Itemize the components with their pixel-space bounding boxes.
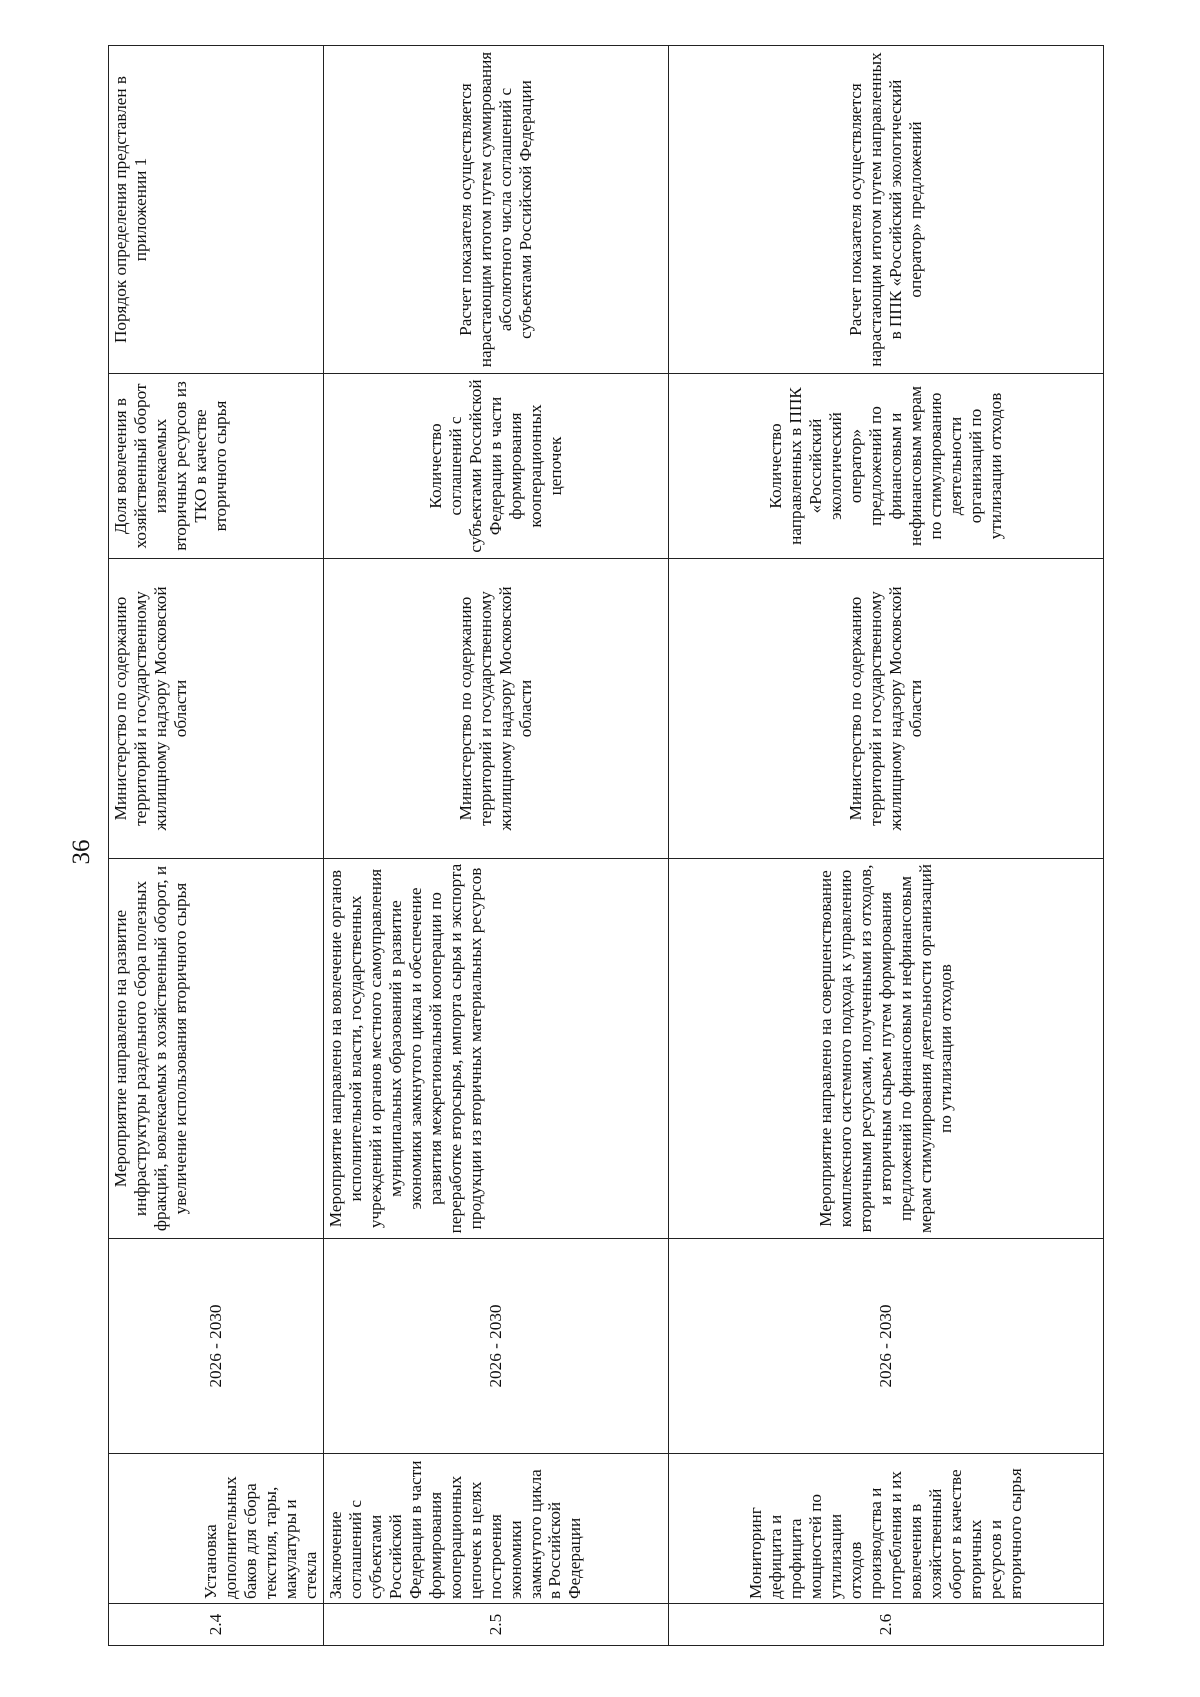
period: 2026 - 2030 [669,1239,1104,1454]
indicator: Доля вовлечения в хозяйственный оборот извлекаемых вторичных ресурсов из ТКО в качестве вторичного сырья [109,374,324,559]
row-number: 2.5 [324,1604,669,1646]
measure-name: Мониторинг дефицита и профицита мощностей по утилизации отходов производства и потребления и их вовлечения в хозяйственный оборот в качестве вторичных ресурсов и вторичного сырья [669,1454,1104,1604]
measures-table [108,45,1104,1646]
period: 2026 - 2030 [324,1239,669,1454]
page-number: 36 [68,839,95,865]
measure-name: Установка дополнительных баков для сбора текстиля, тары, макулатуры и стекла [109,1454,324,1604]
calculation-method: Расчет показателя осуществляется нарастающим итогом путем суммирования абсолютного числа соглашений с субъектами Российской Федерации [324,46,669,374]
row-number: 2.4 [109,1604,324,1646]
executor: Министерство по содержанию территорий и государственному жилищному надзору Московской области [324,559,669,859]
table-row [324,46,669,1646]
calculation-method: Расчет показателя осуществляется нарастающим итогом путем направленных в ППК «Российский экологический оператор» предложений [669,46,1104,374]
row-number: 2.6 [669,1604,1104,1646]
executor: Министерство по содержанию территорий и государственному жилищному надзору Московской области [109,559,324,859]
measure-description: Мероприятие направлено на совершенствование комплексного системного подхода к управлению вторичными ресурсами, полученными из отходов, и вторичным сырьем путем формирования предложений по финансовым и нефинансовым мерам стимулирования деятельности организаций по утилизации отходов [669,859,1104,1239]
executor: Министерство по содержанию территорий и государственному жилищному надзору Московской области [669,559,1104,859]
measure-name: Заключение соглашений с субъектами Российской Федерации в части формирования кооперационных цепочек в целях построения экономики замкнутого цикла в Российской Федерации [324,1454,669,1604]
table-row [109,46,324,1646]
measures-table-wrapper [108,46,1088,1646]
table-row [669,46,1104,1646]
measure-description: Мероприятие направлено на вовлечение органов исполнительной власти, государственных учреждений и органов местного самоуправления муниципальных образований в развитие экономики замкнутого цикла и обеспечение развития межрегиональной кооперации по переработке вторсырья, импорта сырья и экспорта продукции из вторичных материальных ресурсов [324,859,669,1239]
indicator: Количество соглашений с субъектами Российской Федерации в части формирования кооперационных цепочек [324,374,669,559]
period: 2026 - 2030 [109,1239,324,1454]
calculation-method: Порядок определения представлен в приложении 1 [109,46,324,374]
indicator: Количество направленных в ППК «Российский экологический оператор» предложений по финансовым и нефинансовым мерам по стимулированию деятельности организаций по утилизации отходов [669,374,1104,559]
measure-description: Мероприятие направлено на развитие инфраструктуры раздельного сбора полезных фракций, вовлекаемых в хозяйственный оборот, и увеличение использования вторичного сырья [109,859,324,1239]
